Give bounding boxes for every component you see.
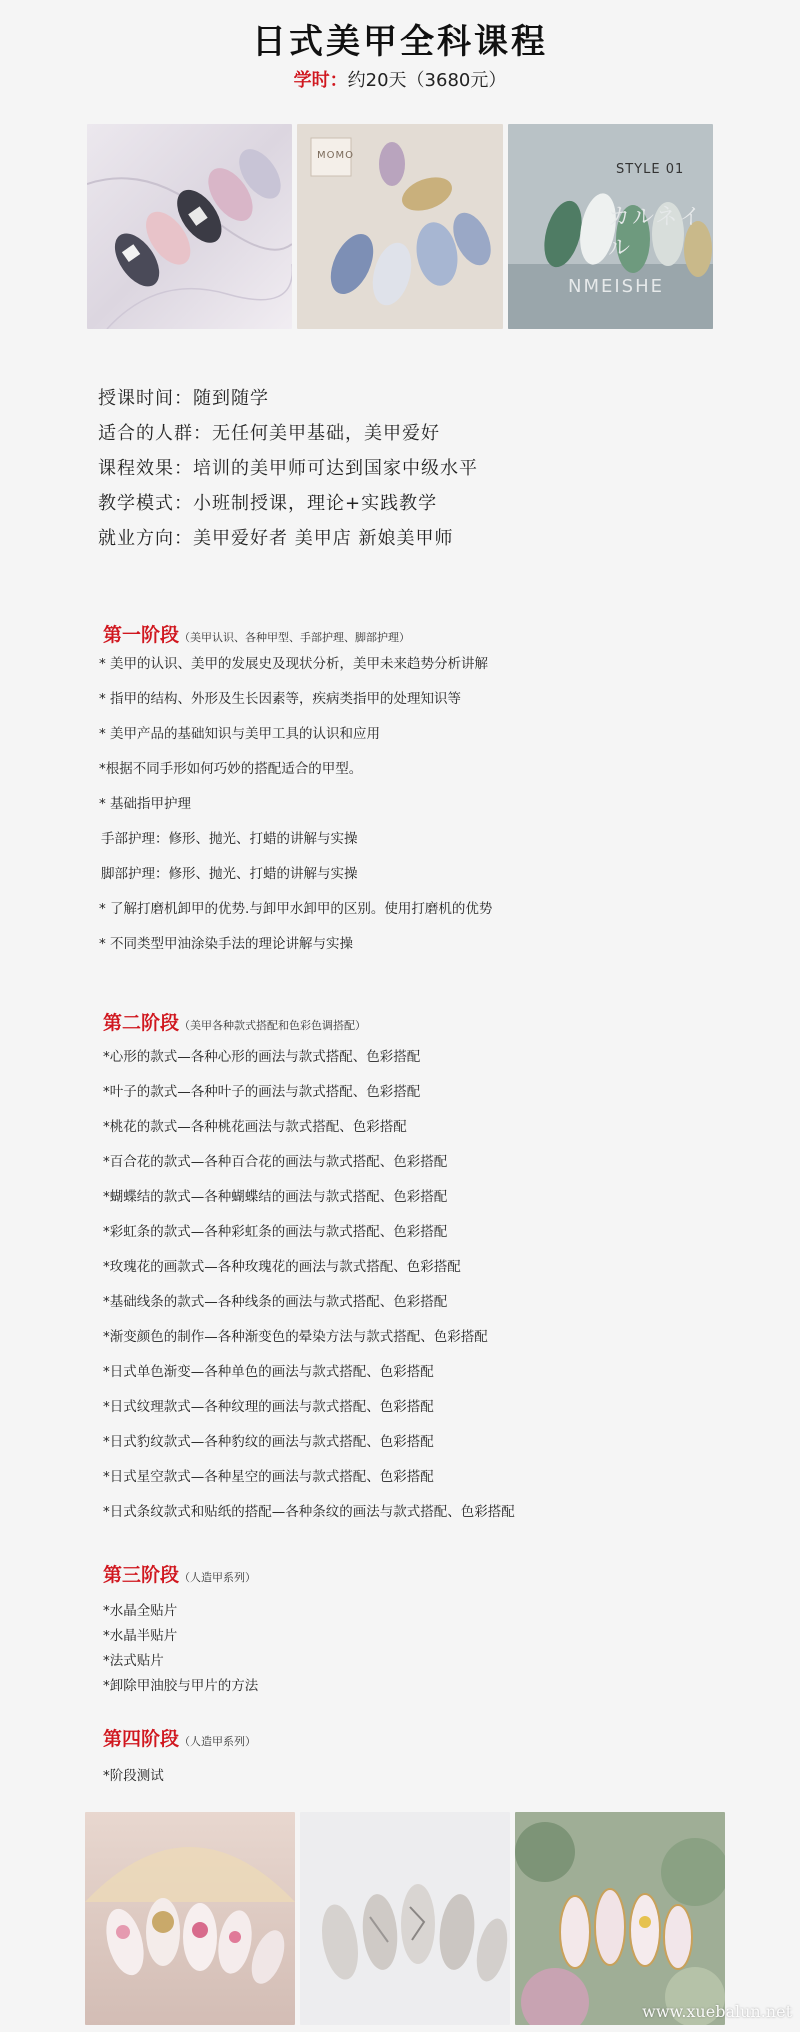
list-item: *卸除甲油胶与甲片的方法 [103,1678,259,1694]
nail-photo-4-image [85,1812,295,2025]
stage-desc: （美甲认识、各种甲型、手部护理、脚部护理） [179,631,411,644]
list-item: *百合花的款式—各种百合花的画法与款式搭配、色彩搭配 [103,1154,448,1170]
list-item: *根据不同手形如何巧妙的搭配适合的甲型。 [99,761,363,777]
stage-heading [103,620,410,647]
photo-3-brand-label: NMEISHE [568,276,665,297]
list-item: *日式纹理款式—各种纹理的画法与款式搭配、色彩搭配 [103,1399,434,1415]
stage-desc: （人造甲系列） [179,1735,257,1748]
nail-photo-3-image [508,124,713,329]
list-item: *心形的款式—各种心形的画法与款式搭配、色彩搭配 [103,1049,421,1065]
stage-heading [103,1560,256,1587]
list-item: * 美甲产品的基础知识与美甲工具的认识和应用 [99,726,381,742]
stage-name: 第三阶段 [103,1564,180,1586]
course-duration [0,66,800,92]
list-item: *彩虹条的款式—各种彩虹条的画法与款式搭配、色彩搭配 [103,1224,448,1240]
stage-desc: （美甲各种款式搭配和色彩色调搭配） [179,1019,367,1032]
stage-heading [103,1008,366,1035]
info-line: 就业方向：美甲爱好者 美甲店 新娘美甲师 [98,528,454,549]
info-line: 适合的人群：无任何美甲基础，美甲爱好 [98,423,440,444]
list-item: *日式豹纹款式—各种豹纹的画法与款式搭配、色彩搭配 [103,1434,434,1450]
info-line: 课程效果：培训的美甲师可达到国家中级水平 [98,458,478,479]
list-item: *阶段测试 [103,1768,164,1784]
stage-name: 第一阶段 [103,624,180,646]
nail-photo-2 [297,124,503,329]
list-item: *法式贴片 [103,1653,164,1669]
list-item: * 不同类型甲油涂染手法的理论讲解与实操 [99,936,354,952]
list-item: *玫瑰花的画款式—各种玫瑰花的画法与款式搭配、色彩搭配 [103,1259,461,1275]
stage-heading [103,1724,256,1751]
page-title: 日式美甲全科课程 [252,22,548,62]
photo-3-kana-label: カルネイル [608,205,703,261]
info-line: 授课时间：随到随学 [98,388,269,409]
list-item: *叶子的款式—各种叶子的画法与款式搭配、色彩搭配 [103,1084,421,1100]
list-item: *水晶全贴片 [103,1603,178,1619]
stage-desc: （人造甲系列） [179,1571,257,1584]
list-item: * 了解打磨机卸甲的优势.与卸甲水卸甲的区别。使用打磨机的优势 [99,901,493,917]
duration-value: 约20天（3680元） [347,70,507,91]
nail-photo-6 [515,1812,725,2025]
list-item: *基础线条的款式—各种线条的画法与款式搭配、色彩搭配 [103,1294,448,1310]
nail-photo-1 [87,124,292,329]
watermark: www.xuebalun.net [642,2002,792,2021]
photo-2-label: MOMO [317,150,354,161]
info-line: 教学模式：小班制授课，理论+实践教学 [98,493,438,514]
nail-photo-5-image [300,1812,510,2025]
nail-photo-6-image [515,1812,725,2025]
list-item: * 基础指甲护理 [99,796,192,812]
stage-name: 第二阶段 [103,1012,180,1034]
list-item: 手部护理：修形、抛光、打蜡的讲解与实操 [101,831,358,847]
list-item: *渐变颜色的制作—各种渐变色的晕染方法与款式搭配、色彩搭配 [103,1329,488,1345]
stage-name: 第四阶段 [103,1728,180,1750]
list-item: * 指甲的结构、外形及生长因素等，疾病类指甲的处理知识等 [99,691,462,707]
list-item: *日式条纹款式和贴纸的搭配—各种条纹的画法与款式搭配、色彩搭配 [103,1504,515,1520]
list-item: *水晶半贴片 [103,1628,178,1644]
nail-photo-2-image [297,124,503,329]
nail-photo-4 [85,1812,295,2025]
nail-photo-5 [300,1812,510,2025]
duration-label: 学时： [293,70,348,91]
list-item: *日式单色渐变—各种单色的画法与款式搭配、色彩搭配 [103,1364,434,1380]
photo-3-style-label: STYLE 01 [616,162,685,177]
nail-photo-1-image [87,124,292,329]
list-item: *日式星空款式—各种星空的画法与款式搭配、色彩搭配 [103,1469,434,1485]
list-item: *蝴蝶结的款式—各种蝴蝶结的画法与款式搭配、色彩搭配 [103,1189,448,1205]
nail-photo-3 [508,124,713,329]
list-item: * 美甲的认识、美甲的发展史及现状分析，美甲未来趋势分析讲解 [99,656,489,672]
list-item: 脚部护理：修形、抛光、打蜡的讲解与实操 [101,866,358,882]
list-item: *桃花的款式—各种桃花画法与款式搭配、色彩搭配 [103,1119,407,1135]
